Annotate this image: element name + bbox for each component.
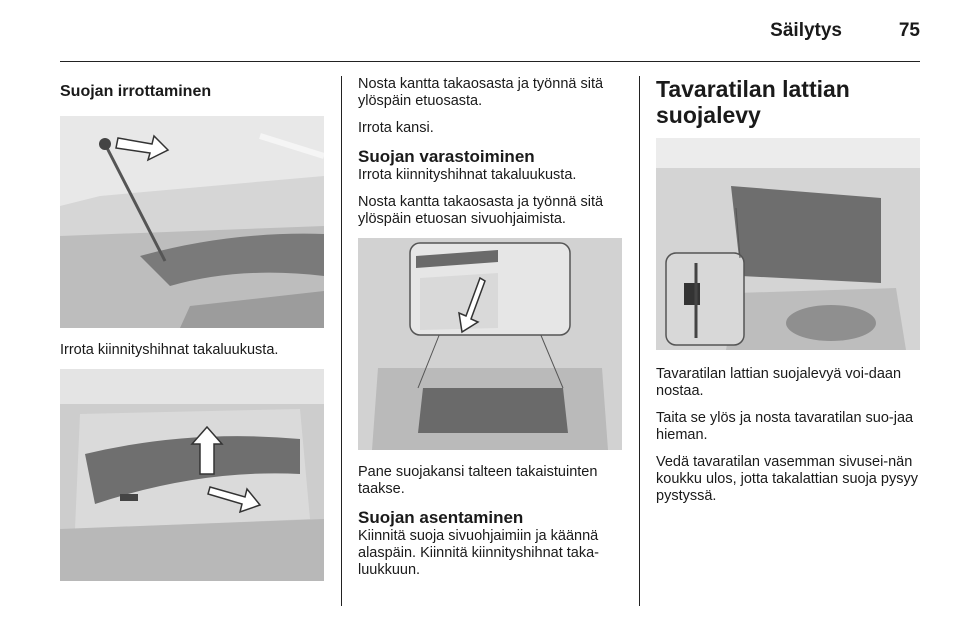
paragraph-lift-rear: Nosta kantta takaosasta ja työnnä sitä ylöspäin etuosasta. [358, 76, 604, 109]
column-divider-2 [639, 76, 640, 606]
paragraph-remove-straps: Irrota kiinnityshihnat takaluukusta. [358, 167, 577, 183]
paragraph-install-instructions: Kiinnitä suoja sivuohjaimiin ja käännä alaspäin. Kiinnitä kiinnityshihnat taka-luukkuun. [358, 528, 599, 578]
heading-cover-storage: Suojan varastoiminen [358, 147, 535, 166]
paragraph-store-behind-seats: Pane suojakansi talteen takaistuinten taakse. [358, 464, 598, 497]
page-number: 75 [898, 20, 920, 41]
section-title: Säilytys [770, 20, 842, 41]
heading-load-floor-cover: Tavaratilan lattian suojalevy [656, 76, 850, 128]
column-divider-1 [341, 76, 342, 606]
page-header [60, 0, 920, 62]
figure-tailgate-strap [60, 116, 324, 328]
caption-remove-straps: Irrota kiinnityshihnat takaluukusta. [60, 342, 279, 358]
paragraph-fold-up: Taita se ylös ja nosta tavaratilan suo-jaa hieman. [656, 410, 914, 443]
heading-cover-removal: Suojan irrottaminen [60, 83, 212, 100]
figure-lift-cover [60, 369, 324, 581]
column-1 [60, 76, 324, 581]
column-3 [656, 76, 920, 515]
column-2 [358, 76, 622, 589]
paragraph-lift-front-guides: Nosta kantta takaosasta ja työnnä sitä ylöspäin etuosan sivuohjaimista. [358, 194, 604, 227]
paragraph-hook-instructions: Vedä tavaratilan vasemman sivusei-nän koukku ulos, jotta takalattian suoja pysyy pystyssä. [656, 454, 918, 504]
paragraph-cover-lift: Tavaratilan lattian suojalevyä voi-daan nostaa. [656, 366, 902, 399]
paragraph-remove-cover: Irrota kansi. [358, 120, 434, 136]
figure-cover-storage [358, 238, 622, 450]
heading-cover-install: Suojan asentaminen [358, 508, 524, 527]
figure-load-floor [656, 138, 920, 350]
